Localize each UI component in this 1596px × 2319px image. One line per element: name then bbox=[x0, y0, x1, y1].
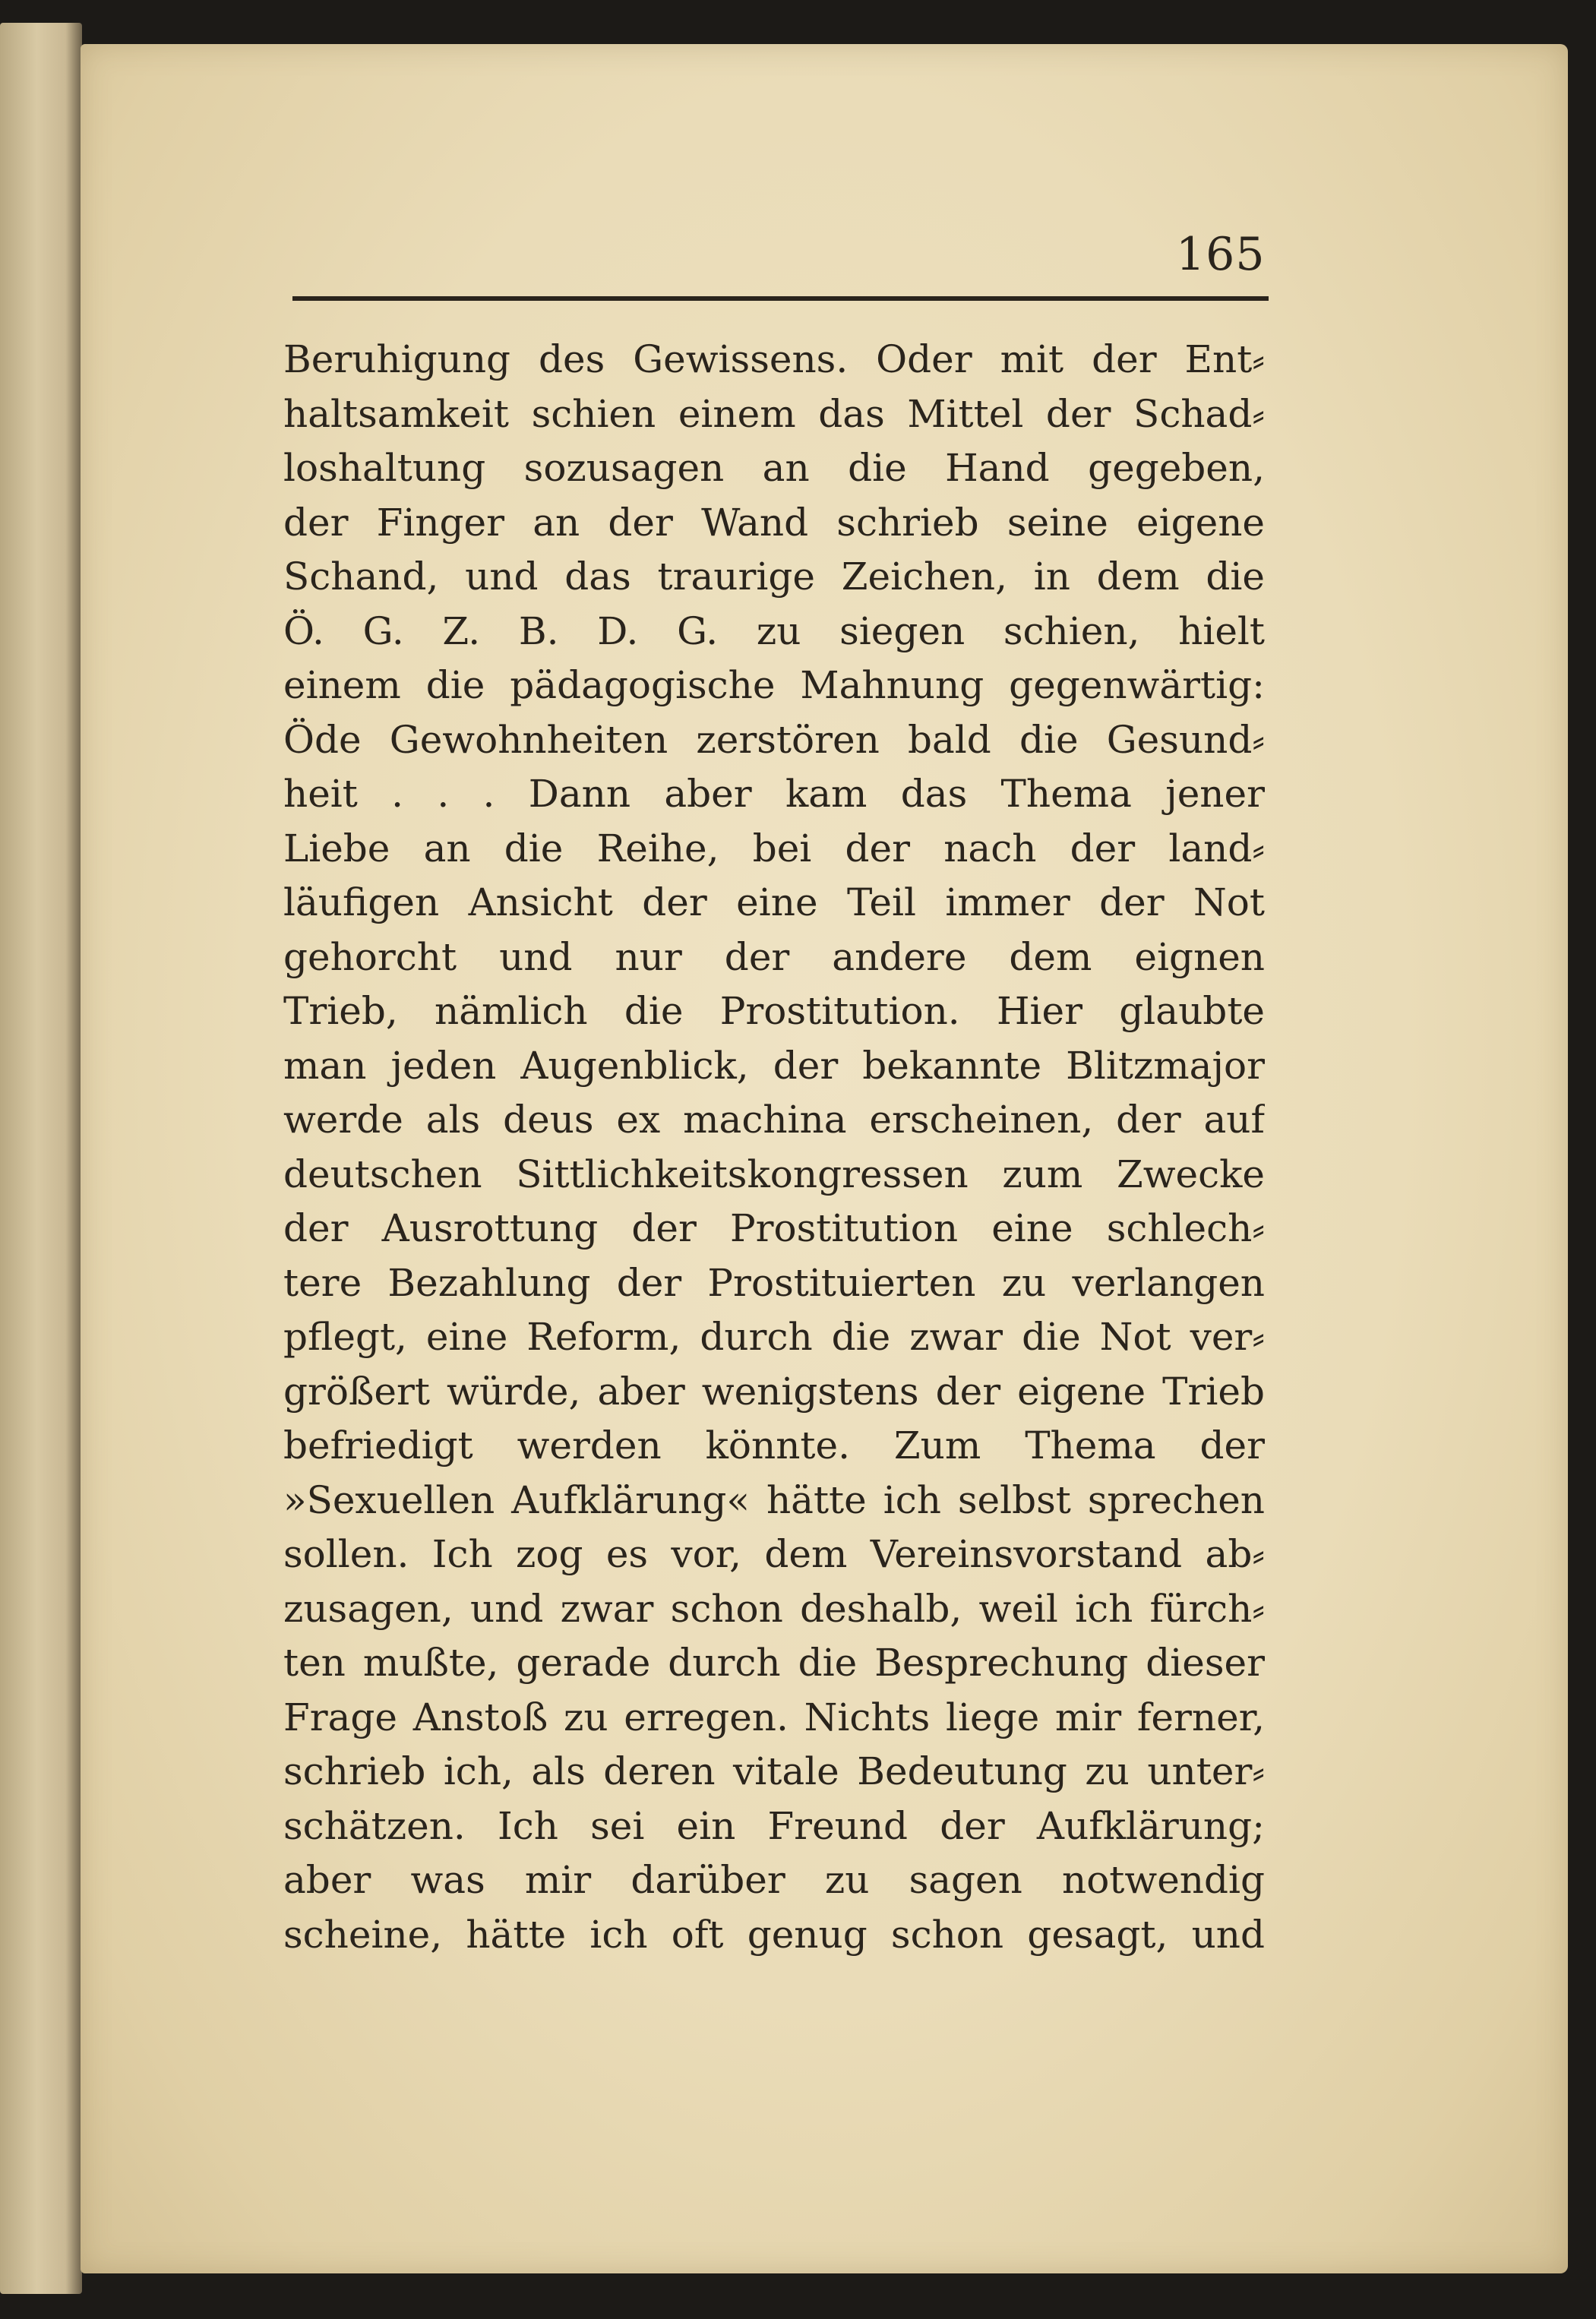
text-line: der Ausrottung der Prostitution eine schlech⸗ bbox=[283, 1206, 1265, 1250]
text-line: »Sexuellen Aufklärung« hätte ich selbst sprechen bbox=[283, 1477, 1265, 1522]
text-line: befriedigt werden könnte. Zum Thema der bbox=[283, 1423, 1265, 1468]
binding-edge bbox=[0, 23, 82, 2294]
text-line: pflegt, eine Reform, durch die zwar die Not ver⸗ bbox=[283, 1315, 1265, 1359]
text-line: werde als deus ex machina erscheinen, der auf bbox=[283, 1098, 1265, 1142]
text-line: gehorcht und nur der andere dem eignen bbox=[283, 934, 1265, 979]
text-line: tere Bezahlung der Prostituierten zu verlangen bbox=[283, 1260, 1265, 1305]
text-line: schrieb ich, als deren vitale Bedeutung zu unter⸗ bbox=[283, 1749, 1265, 1793]
text-line: einem die pädagogische Mahnung gegenwärtig: bbox=[283, 663, 1265, 707]
text-line: ten mußte, gerade durch die Besprechung dieser bbox=[283, 1641, 1265, 1685]
text-line: schätzen. Ich sei ein Freund der Aufklärung; bbox=[283, 1803, 1265, 1848]
text-line: läufigen Ansicht der eine Teil immer der Not bbox=[283, 880, 1265, 924]
text-line: deutschen Sittlichkeitskongressen zum Zwecke bbox=[283, 1152, 1265, 1196]
header-rule bbox=[292, 296, 1269, 301]
text-line: loshaltung sozusagen an die Hand gegeben, bbox=[283, 446, 1265, 490]
text-line: größert würde, aber wenigstens der eigene Trieb bbox=[283, 1369, 1265, 1414]
text-line: Schand, und das traurige Zeichen, in dem die bbox=[283, 554, 1265, 599]
text-line: Öde Gewohnheiten zerstören bald die Gesund⸗ bbox=[283, 717, 1265, 762]
body-text bbox=[283, 333, 1265, 1962]
text-line: man jeden Augenblick, der bekannte Blitzmajor bbox=[283, 1043, 1265, 1088]
text-line: Frage Anstoß zu erregen. Nichts liege mir ferner, bbox=[283, 1695, 1265, 1739]
text-line: scheine, hätte ich oft genug schon gesagt, und bbox=[283, 1912, 1265, 1957]
text-line: Trieb, nämlich die Prostitution. Hier glaubte bbox=[283, 989, 1265, 1033]
text-line: heit . . . Dann aber kam das Thema jener bbox=[283, 772, 1265, 816]
text-line: Ö. G. Z. B. D. G. zu siegen schien, hielt bbox=[283, 608, 1265, 653]
page-number: 165 bbox=[1176, 228, 1266, 281]
text-line: zusagen, und zwar schon deshalb, weil ich fürch⸗ bbox=[283, 1586, 1265, 1631]
text-line: Liebe an die Reihe, bei der nach der land⸗ bbox=[283, 826, 1265, 870]
text-line: haltsamkeit schien einem das Mittel der Schad⸗ bbox=[283, 391, 1265, 436]
text-line: sollen. Ich zog es vor, dem Vereinsvorstand ab⸗ bbox=[283, 1532, 1265, 1576]
text-line: aber was mir darüber zu sagen notwendig bbox=[283, 1858, 1265, 1902]
text-line: der Finger an der Wand schrieb seine eigene bbox=[283, 500, 1265, 545]
text-line: Beruhigung des Gewissens. Oder mit der Ent⸗ bbox=[283, 337, 1265, 381]
